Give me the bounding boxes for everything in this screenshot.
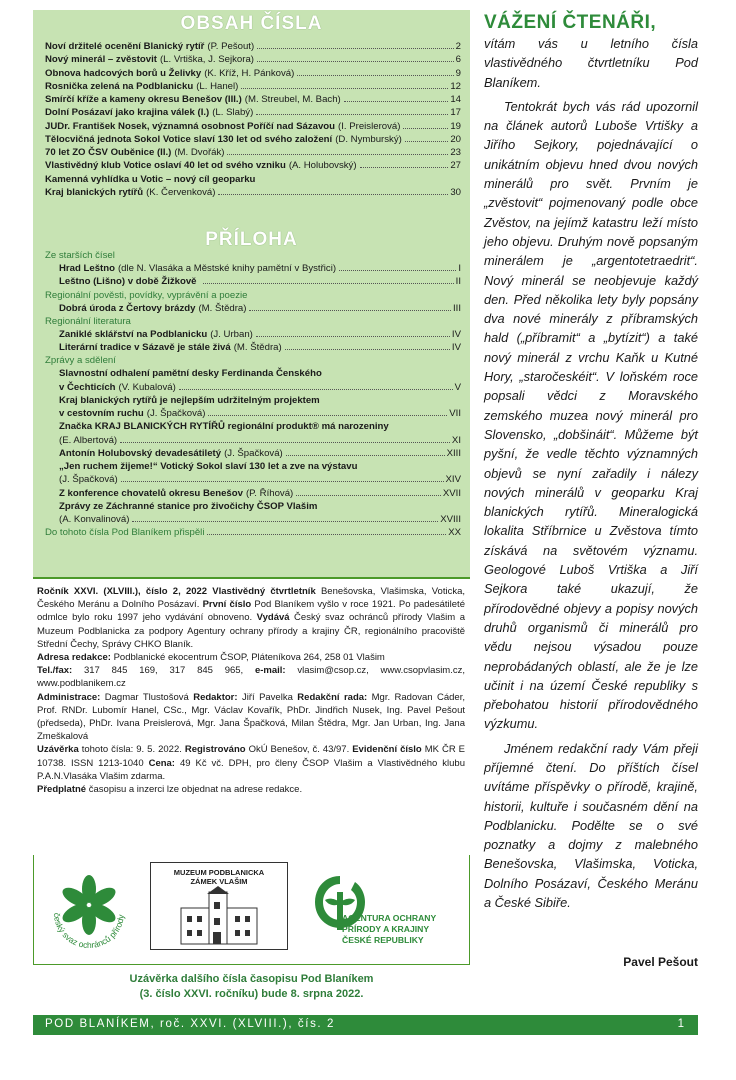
toc-entry-title: Leštno (Lišno) v době Žižkově <box>59 276 197 288</box>
toc-entry-page: 14 <box>450 94 461 105</box>
toc-entry-title: Kraj blanických rytířů je nejlepším udržitelným projektem <box>59 394 320 406</box>
toc-entry-author: (D. Nymburský) <box>335 133 402 145</box>
toc-entry <box>45 460 461 473</box>
contents-list <box>45 40 461 199</box>
toc-entry-page: IV <box>451 328 461 340</box>
impressum-label: Předplatné <box>37 784 87 796</box>
toc-entry-author: (K. Červenková) <box>146 186 216 198</box>
toc-entry-page: 9 <box>455 67 461 79</box>
toc-entry-page: 23 <box>450 147 461 158</box>
toc-entry <box>45 40 461 53</box>
toc-leader <box>207 534 446 535</box>
toc-entry-page: VII <box>449 408 461 419</box>
toc-entry-author: (L. Slabý) <box>212 107 254 119</box>
toc-entry-title: 70 let ZO ČSV Ouběnice (II.) <box>45 147 172 158</box>
toc-leader <box>360 167 449 168</box>
editorial-paragraph: Jménem redakční rady Vám přeji příjemné čtení. Do příštích čísel uvítáme příspěvky o přírodě, krajině, historii, kultuře i současném dění na Podblanicku. Podělte se o své poznatky a dojmy z malebného Benešovska, Vlašimska, Voticka, Dolního Posázaví, Českého Meránu a České Sibiře. <box>484 740 698 911</box>
impressum-label: Administrace: <box>37 691 101 703</box>
toc-entry-title: Kamenná vyhlídka u Votic – nový cíl geoparku <box>45 173 256 185</box>
toc-entry-page: IV <box>451 342 461 353</box>
appendix-contributors <box>45 526 461 539</box>
appendix-category: Regionální literatura <box>45 315 131 327</box>
toc-entry-title: v cestovním ruchu <box>59 408 144 419</box>
toc-entry <box>45 341 461 354</box>
impressum-text: Mgr. Radovan Cáder, Prof. RNDr. Lubomír Hanel, CSc., Mgr. Václav Kovařík, PhDr. Jindřich Nusek, Ing. Pavel Pešout (předseda), PhDr. Ivana Preislerová, Mgr. Jana Špačková, Milan Štědra, Mgr. Jan Urban, Ing. Jana Zmeškalová <box>37 691 465 743</box>
toc-entry-page: 27 <box>450 160 461 172</box>
impressum-label: Evidenční číslo <box>352 744 422 756</box>
toc-entry-page: XVIII <box>440 514 461 525</box>
toc-entry <box>45 407 461 420</box>
appendix-heading: PŘÍLOHA <box>205 229 298 250</box>
toc-entry <box>45 133 461 146</box>
toc-entry-title: JUDr. František Nosek, významná osobnost Poříčí nad Sázavou <box>45 120 336 132</box>
impressum-label: Tel./fax: <box>37 665 73 677</box>
toc-entry <box>45 67 461 80</box>
editorial-paragraph: Tentokrát bych vás rád upozornil na článek autorů Luboše Vrtišky a Jiřího Sejkory, pojednávající o unikátním objevu hned dvou nových minerálů pro svět. Prvním je „zvěstovit“ pojmenovaný podle obce Zvěstov, na jejímž katastru leží místo jeho objevu. Druhým nově popsaným minerálem je „argentotetraedrit“. Nový minerál se neobjevuje každý den. Před několika lety byly popsány dva nové minerály z příbramských hald („příbramit“ a „bytízit“) a také nový minerál z vrchu Kaňk u Kutné Hory, „staročeskéit“. V loňském roce popsali vědci z Moravského zemského muzea nový minerál pro Slovensko, „dobšináit“. Můžeme být pyšní, že vedle těchto významných objevů se nyní zařadily i nálezy nových minerálů v geoparku Kraj blanických rytířů. Mineralogická lokalita Stříbrnice u Zvěstova tímto získává na světovém významu. Geologové Luboš Vrtiška a Jiří Sejkora také ukazují, že přírodovědné objevy a popisy nových druhů organismů či minerálů pro vědu nejsou výsadou pouze neprobádaných oblastí, ale že je lze učinit i na území České republiky s přebohatou historií přírodovědného výzkumu. <box>484 98 698 732</box>
toc-entry-title: Z konference chovatelů okresu Benešov <box>59 487 243 499</box>
toc-entry-title: Antonín Holubovský devadesátiletý <box>59 447 222 459</box>
toc-leader <box>208 415 447 416</box>
toc-entry-page: 12 <box>450 80 461 92</box>
page-footer <box>33 1015 698 1035</box>
toc-entry-page: XIII <box>446 447 461 459</box>
editorial-signature: Pavel Pešout <box>623 955 698 969</box>
museum-logo <box>150 862 288 950</box>
toc-entry-title: Kraj blanických rytířů <box>45 186 144 198</box>
toc-entry-page: 20 <box>450 133 461 145</box>
toc-entry-author: (M. Dvořák) <box>174 147 225 158</box>
toc-entry-title: Slavnostní odhalení pamětní desky Ferdinanda Čenského <box>59 368 322 380</box>
toc-entry <box>45 447 461 460</box>
toc-entry-page: XX <box>448 527 461 539</box>
toc-entry-title: Literární tradice v Sázavě je stále živá <box>59 342 231 353</box>
toc-leader <box>285 349 450 350</box>
toc-entry-author: (A. Holubovský) <box>288 160 357 172</box>
toc-leader <box>203 283 454 284</box>
appendix-category: Regionální pověsti, povídky, vyprávění a poezie <box>45 289 248 301</box>
impressum-label: Redakční rada: <box>297 691 368 703</box>
toc-entry-author: (J. Špačková) <box>224 447 283 459</box>
toc-entry <box>45 500 461 513</box>
toc-entry-title: Dolní Posázaví jako krajina válek (I.) <box>45 107 210 119</box>
toc-entry-author: (J. Urban) <box>210 328 253 340</box>
impressum-text: tohoto čísla: 9. 5. 2022. <box>78 744 185 756</box>
page-number: 1 <box>677 1018 684 1030</box>
impressum-rule <box>33 577 470 579</box>
toc-entry <box>45 381 461 394</box>
museum-logo-name: MUZEUM PODBLANICKA ZÁMEK VLAŠIM <box>173 868 265 886</box>
toc-leader <box>403 128 448 129</box>
next-issue-deadline: Uzávěrka dalšího čísla časopisu Pod Blaníkem (3. číslo XXVI. ročníku) bude 8. srpna 2022. <box>129 973 374 1000</box>
impressum-email: vlasim@csop.cz, www.csopvlasim.cz, www.podblanikem.cz <box>37 665 465 690</box>
toc-entry-page: 2 <box>455 41 461 52</box>
toc-entry <box>45 93 461 106</box>
toc-leader <box>405 141 449 142</box>
editorial <box>484 12 698 912</box>
appendix-list <box>45 249 461 540</box>
impressum-text: Benešovska, Vlašimska, Voticka, Českého Meránu a Dolního Posázaví. <box>37 586 465 611</box>
toc-leader <box>339 270 456 271</box>
toc-leader <box>257 48 453 49</box>
toc-entry-author: (M. Streubel, M. Bach) <box>244 94 341 105</box>
toc-entry <box>45 53 461 66</box>
impressum-label: Uzávěrka <box>37 744 79 756</box>
toc-entry-author: (P. Říhová) <box>245 487 294 499</box>
toc-entry-title: Vlastivědný klub Votice oslaví 40 let od svého vzniku <box>45 160 286 172</box>
impressum-label: e-mail: <box>254 665 286 677</box>
toc-leader <box>286 455 445 456</box>
toc-entry-author: (K. Kříž, H. Pánková) <box>204 67 295 79</box>
toc-entry-author: (P. Pešout) <box>207 41 255 52</box>
toc-leader <box>344 101 449 102</box>
toc-entry-page: II <box>455 276 461 288</box>
impressum-text: Český svaz ochránců přírody Vlašim a Muzeum Podblanicka za podpory Agentury ochrany přírody a krajiny ČR, regionálního pracoviště Střední Čechy, Správy CHKO Blaník. <box>37 612 465 650</box>
toc-entry <box>45 106 461 119</box>
editorial-heading: VÁŽENÍ ČTENÁŘI, <box>484 12 657 33</box>
toc-entry-title: Smírčí kříže a kameny okresu Benešov (III.) <box>45 94 242 105</box>
toc-leader <box>120 442 450 443</box>
toc-leader <box>256 114 448 115</box>
toc-entry <box>45 146 461 159</box>
toc-entry-title: Obnova hadcových borů u Želivky <box>45 67 202 79</box>
impressum-text: Jiří Pavelka <box>237 691 298 703</box>
toc-entry <box>45 487 461 500</box>
toc-leader <box>241 88 448 89</box>
toc-leader <box>257 61 454 62</box>
toc-entry-author: (M. Štědra) <box>198 302 247 314</box>
toc-entry-page: XIV <box>445 474 461 486</box>
impressum-label: Registrováno <box>184 744 246 756</box>
editorial-paragraph: vítám vás u letního čísla vlastivědného čtvrtletníku Pod Blaníkem. <box>484 36 698 90</box>
toc-entry-author: (J. Špačková) <box>146 408 206 419</box>
appendix-category: Zprávy a sdělení <box>45 355 116 367</box>
toc-entry-page: 6 <box>455 54 461 66</box>
toc-leader <box>256 336 450 337</box>
toc-entry-title: Rosnička zelená na Podblanicku <box>45 80 194 92</box>
toc-entry <box>45 328 461 341</box>
toc-entry-title: Nový minerál – zvěstovit <box>45 54 157 66</box>
toc-leader <box>297 75 453 76</box>
toc-entry-author: (dle N. Vlasáka a Městské knihy pamětní v Bystřici) <box>117 263 337 274</box>
impressum-text: časopisu a inzerci lze objednat na adrese redakce. <box>86 784 303 796</box>
impressum-label: Redaktor: <box>193 691 238 703</box>
toc-entry-page: I <box>458 263 461 274</box>
impressum-text: Pod Blaníkem vyšlo v roce 1921. Po padesátileté odmlce bylo roku 1997 jeho vydávání obnoveno. <box>37 599 465 624</box>
toc-entry-title: v Čechticích <box>59 381 116 393</box>
impressum <box>37 585 465 796</box>
toc-leader <box>296 495 441 496</box>
toc-entry <box>45 173 461 186</box>
toc-leader <box>121 481 444 482</box>
impressum-label: Vydává <box>256 612 290 624</box>
toc-entry-page: 17 <box>450 107 461 119</box>
agency-logo-name: AGENTURA OCHRANY PŘÍRODY A KRAJINY ČESKÉ REPUBLIKY <box>342 913 437 945</box>
toc-entry-title: Zprávy ze Záchranné stanice pro živočichy ČSOP Vlašim <box>59 500 318 512</box>
csop-logo-text: český svaz ochránců přírody <box>51 912 127 951</box>
toc-entry-author: (L. Vrtiška, J. Sejkora) <box>159 54 254 66</box>
csop-logo <box>48 865 130 960</box>
toc-entry <box>45 367 461 380</box>
toc-entry-page: XI <box>451 434 461 446</box>
toc-entry-author: (E. Albertová) <box>59 434 118 446</box>
toc-entry-author: (J. Špačková) <box>59 474 118 486</box>
appendix-category: Ze starších čísel <box>45 250 115 261</box>
toc-entry-author: (A. Konvalinová) <box>59 514 130 525</box>
toc-entry <box>45 302 461 315</box>
toc-entry <box>45 275 461 288</box>
toc-leader <box>227 154 448 155</box>
toc-leader <box>218 194 448 195</box>
toc-entry-author: (L. Hanel) <box>196 80 239 92</box>
toc-entry-author: (V. Kubalová) <box>118 381 176 393</box>
toc-entry-page: XVII <box>442 487 461 499</box>
contents-heading: OBSAH ČÍSLA <box>180 13 323 34</box>
toc-entry-page: 19 <box>450 120 461 132</box>
toc-leader <box>132 521 438 522</box>
impressum-text: MK ČR E 10738. ISSN 1213-1040 <box>37 744 465 769</box>
toc-entry-title: Zaniklé sklářství na Podblanicku <box>59 328 208 340</box>
footer-title: POD BLANÍKEM, roč. XXVI. (XLVIII.), čís. 2 <box>45 1018 336 1030</box>
toc-entry-title: Dobrá úroda z Čertovy brázdy <box>59 302 196 314</box>
impressum-phone: 317 845 169, 317 845 965, <box>72 665 255 677</box>
toc-entry <box>45 394 461 407</box>
toc-entry-title: „Jen ruchem žijeme!“ Votický Sokol slaví 130 let a zve na výstavu <box>59 461 358 472</box>
toc-entry-author: (M. Štědra) <box>233 342 282 353</box>
impressum-volume: Ročník XXVI. (XLVIII.), číslo 2, 2022 Vlastivědný čtvrtletník <box>37 586 316 597</box>
toc-entry-page: III <box>453 302 461 314</box>
impressum-text: Dagmar Tlustošová <box>100 691 194 703</box>
toc-entry <box>45 420 461 433</box>
impressum-label: Adresa redakce: <box>37 652 111 664</box>
toc-entry-title: Značka KRAJ BLANICKÝCH RYTÍŘŮ regionální produkt® má narozeniny <box>59 421 389 433</box>
toc-entry <box>45 186 461 199</box>
toc-leader <box>249 310 451 311</box>
toc-entry <box>45 434 461 447</box>
toc-entry <box>45 120 461 133</box>
toc-entry-title: Noví držitelé ocenění Blanický rytíř <box>45 41 205 52</box>
toc-entry <box>45 473 461 486</box>
toc-entry <box>45 262 461 275</box>
impressum-text: OkÚ Benešov, č. 43/97. <box>245 744 353 756</box>
castle-icon <box>151 886 287 948</box>
toc-entry <box>45 159 461 172</box>
toc-entry-title: Tělocvičná jednota Sokol Votice slaví 130 let od svého založení <box>45 133 333 145</box>
impressum-label: Cena: <box>148 757 175 769</box>
impressum-text: 49 Kč vč. DPH, pro členy ČSOP Vlašim a Vlastivědného klubu P.A.N.Vlasáka Vlašim zdarma. <box>37 757 465 782</box>
toc-entry-page: 30 <box>450 186 461 198</box>
toc-entry-author: (I. Preislerová) <box>338 120 401 132</box>
impressum-label: První číslo <box>202 599 252 611</box>
toc-entry-page: V <box>454 381 461 393</box>
toc-entry <box>45 80 461 93</box>
toc-entry-title: Hrad Leštno <box>59 263 115 274</box>
contributors-label: Do tohoto čísla Pod Blaníkem přispěli <box>45 527 205 539</box>
impressum-address: Podblanické ekocentrum ČSOP, Pláteníkova 264, 258 01 Vlašim <box>110 652 385 664</box>
toc-leader <box>179 389 453 390</box>
toc-entry <box>45 513 461 526</box>
